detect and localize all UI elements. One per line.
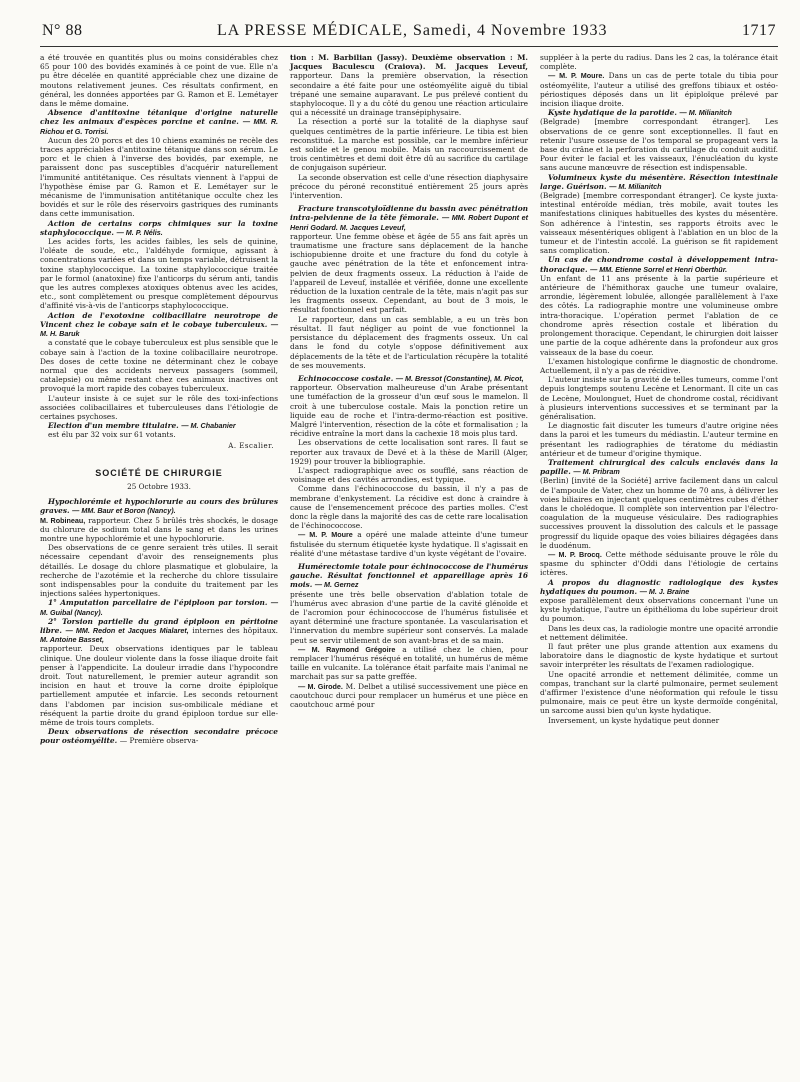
page-number: 1717 [742, 22, 776, 39]
paragraph-text: Dans un cas de perte totale du tibia pour ostéomyélite, l'auteur a utilisé des greffons tibiaux et ostéo-périostiques déposés dans un lit épiploïque prélevé par incision iliaque droite. [540, 71, 778, 109]
heading-authors: — MM. R. Richou et G. Torrisi. [40, 117, 279, 136]
article-heading [40, 108, 278, 136]
article-heading [540, 578, 778, 596]
paragraph: La seconde observation est celle d'une résection diaphysaire précoce du péroné reconstitué entièrement 25 jours après l'intervention. [290, 172, 528, 201]
paragraph: La résection a porté sur la totalité de la diaphyse sauf quelques centimètres de la partie inférieure. Le tibia est bien reconstitué. La marche est possible, car le membre inférieur est solide et le genou mobile. Mais un raccourcissement de trois centimètres et demi doit être dû au sacrifice du cartilage de conjugaison supérieur. [290, 117, 528, 173]
paragraph [290, 530, 528, 558]
heading-authors: — M. P. Nélis. [116, 227, 163, 237]
paragraph: rapporteur. Une femme obèse et âgée de 55 ans fait après un traumatisme une fracture sans déplacement de la hanche ischiopubienne droite et une fracture du fond du cotyle à gauche avec pénétration de la tête et enfoncement intra-pelvien de deux fragments osseux. La réduction à l'aide de l'appareil de Leveuf, installée et vérifiée, donne une excellente réduction de la luxation centrale de la tête, mais n'agit pas sur les fragments osseux. Cependant, au bout de 3 mois, le résultat fonctionnel est parfait. [290, 231, 528, 315]
paragraph: Le rapporteur, dans un cas semblable, a eu un très bon résultat. Il faut négliger au point de vue fonctionnel la persistance du déplacement des fragments osseux. Un cal dans le fond du cotyle s'oppose définitivement aux déplacements de la tête et de l'articulation récupère la totalité de ses mouvements. [290, 314, 528, 370]
article-columns [40, 53, 778, 746]
paragraph: Une opacité arrondie et nettement délimitée, comme un compas, tranchant sur la clarté pulmonaire, permet seulement d'affirmer l'existence d'une néoformation qui refoule le tissu pulmonaire, mais ce peut être un kyste dermoïde congénital, un sarcome aussi bien qu'un kyste hydatique. [540, 669, 778, 716]
reporter-name: M. Robineau, [40, 515, 86, 525]
heading-title: 2° Torsion partielle du grand épiploon en péritoine libre. [40, 616, 278, 635]
paragraph: présente une très belle observation d'ablation totale de l'humérus avec abrasion d'une partie de la cavité glénoïde et de l'acromion pour échinococcose de l'humérus fistulisée et ayant déterminé une fracture spontanée. La vascularisation et l'innervation du membre supérieur sont conservés. La malade peut se servir utilement de son avant-bras et de sa main. [290, 589, 528, 645]
paragraph-text: rapporteur. Dans la première observation, la résection secondaire a été faite pour une ostéomyélite aiguë du tibial trépané une semaine auparavant. Le pus prélevé contient du staphylocoque. Il y a du côté du genou une réaction articulaire qui a nécessité un drainage transépiphysaire. [290, 71, 528, 118]
heading-authors: — M. Guibal (Nancy). [40, 598, 279, 617]
article-heading [40, 497, 278, 515]
paragraph-text: M. Delbet a utilisé successivement une pièce en caoutchouc durci pour remplacer un humérus et une pièce en caoutchouc armé pour [290, 681, 528, 710]
heading-authors: — MM. Robert Dupont et Henri Godard. M. Jacques Leveuf, [290, 213, 528, 232]
heading-title: Humérectomie totale pour échinococcose de l'humérus gauche. Résultat fonctionnel et appareillage après 16 mois. [290, 561, 528, 590]
paragraph: Inversement, un kyste hydatique peut donner [548, 715, 720, 725]
paragraph [540, 550, 778, 578]
section-title: SOCIÉTÉ DE CHIRURGIE [95, 467, 223, 478]
heading-title: Action de l'exotoxine colibacillaire neurotrope de Vincent chez le cobaye sain et le cobaye tuberculeux. [40, 310, 278, 329]
heading-authors: — M. Bressot (Constantine), M. Picot, [395, 373, 524, 383]
heading-authors: — M. H. Baruk [40, 319, 279, 339]
author-name: — M. P. Moure [298, 530, 353, 540]
author-name: — M. Girode. [298, 681, 343, 691]
article-heading [290, 562, 528, 590]
article-heading [540, 173, 778, 191]
heading-title: Election d'un membre titulaire. [48, 421, 179, 431]
article-heading [40, 311, 278, 339]
paragraph [290, 53, 528, 117]
heading-authors: — M. Pribram [573, 467, 620, 477]
paragraph: (Belgrade) [membre correspondant étranger]. Les observations de ce genre sont exceptionnelles. Il faut en retenir l'usure osseuse de l'os temporal se propageant vers la base du crâne et la perforation du cartilage du conduit auditif. Pour éviter le facial et les vaisseaux, l'énucléation du kyste sans aucune manœuvre de résection est indispensable. [540, 117, 778, 173]
header-rule [40, 46, 778, 47]
paragraph [40, 516, 278, 544]
heading-authors: — MM. Baur et Boron (Nancy). [72, 506, 176, 516]
heading-title: Fracture transcotyloïdienne du bassin avec pénétration intra-pelvienne de la tête fémorale. [290, 204, 528, 223]
paragraph: L'aspect radiographique avec os soufflé, sans réaction de voisinage et des cavités arrondies, est typique. [290, 465, 528, 485]
paragraph: Les observations de cette localisation sont rares. Il faut se reporter aux travaux de Devé et à la thèse de Marill (Alger, 1929) pour trouver la bibliographie. [290, 438, 528, 466]
issue-number: N° 88 [42, 22, 83, 39]
paragraph-text: a utilisé chez le chien, pour remplacer l'humérus réséqué en totalité, un humérus de même taille en vulcanite. La tolérance était parfaite mais l'animal ne marchait pas sur sa patte greffée. [290, 644, 528, 682]
heading-authors: — M. J. Braine [639, 586, 690, 596]
author-name: — M. P. Moure. [548, 71, 605, 81]
paragraph: (Belgrade) [membre correspondant étranger]. Ce kyste juxta-intestinal entéroïde médian, très mobile, avait toutes les manifestations cliniques habituelles des kystes du mésentère. Son adhérence à l'intestin, ses rapports étroits avec le vaisseaux mésentériques obligent à l'ablation en un bloc de la tumeur et de l'intestin accolé. La guérison se fit rapidement sans complication. [540, 191, 778, 256]
heading-authors: — MM. Redon et Jacques Mialaret, [65, 625, 189, 635]
heading-title: Deux observations de résection secondaire précoce pour ostéomyélite. [40, 727, 278, 746]
article-heading [40, 617, 278, 645]
heading-authors: — M. Chabanier [181, 421, 236, 431]
heading-affiliation: internes des hôpitaux. [192, 625, 278, 635]
paragraph: Aucun des 20 porcs et des 10 chiens examinés ne recèle des traces appréciables d'antitoxine tétanique dans son sérum. Le porc et le chien à l'inverse des bovidés, par exemple, ne paraissent donc pas susceptibles d'acquérir naturellement l'immunité antitétanique. Ces résultats viennent à l'appui de l'hypothèse émise par G. Ramon et E. Lemétayer sur le mécanisme de l'immunisation antitétanique occulte chez les bovidés et sur le rôle des réservoirs gastriques des ruminants dans cette immunisation. [40, 135, 278, 219]
article-heading [540, 255, 778, 273]
heading-title: Action de certains corps chimiques sur la toxine staphylococcique. [40, 218, 278, 237]
paragraph: L'auteur insiste sur la gravité de telles tumeurs, comme l'ont depuis longtemps soutenu Lecène et Lenormant. Il cite un cas de Lecène, Moulonguet, Huet de chondrome costal, récidivant à plusieurs interventions successives et se terminant par la généralisation. [540, 375, 778, 421]
paragraph: a constaté que le cobaye tuberculeux est plus sensible que le cobaye sain à l'action de la toxine colibacillaire neurotrope. Des doses de cette toxine ne déterminant chez le cobaye normal que des accidents nerveux passagers (sommeil, catalepsie) ou même restant chez ces animaux inactives ont provoqué la mort rapide des cobayes tuberculeux. [40, 338, 278, 394]
paragraph: Il faut prêter une plus grande attention aux examens du laboratoire dans le diagnostic de kyste hydatique et surtout savoir interpréter les résultats de l'examen radiologique. [540, 642, 778, 670]
article-heading [40, 219, 278, 237]
article-heading [290, 374, 528, 383]
paragraph: Des observations de ce genre seraient très utiles. Il serait nécessaire cependant d'avoir des renseignements plus détaillés. Le dosage du chlore plasmatique et globulaire, la recherche de l'azotémie et la recherche du chlore tissulaire sont indispensables pour la conduite du traitement par les injections salées hypertoniques. [40, 543, 278, 599]
paragraph: Un enfant de 11 ans présente à la partie supérieure et antérieure de l'hémithorax gauche une tumeur ovalaire, arrondie, légèrement lobulée, allongée parallèlement à l'axe des côtés. La radiographie montre une volumineuse ombre intra-thoracique. L'opération permet l'ablation de ce chondrome après résection costale et libération du prolongement thoracique. Cependant, le chirurgien doit laisser une partie de la coque adhérente dans la profondeur aux gros vaisseaux de la base du coeur. [540, 273, 778, 357]
article-heading [540, 458, 778, 476]
journal-title: LA PRESSE MÉDICALE, Samedi, 4 Novembre 1933 [216, 22, 608, 39]
author-name: — M. P. Brocq. [548, 549, 602, 559]
paragraph: L'examen histologique confirme le diagnostic de chondrome. Actuellement, il n'y a pas de récidive. [540, 356, 778, 375]
heading-title: 1° Amputation parcellaire de l'épiploon par torsion. [48, 598, 268, 608]
author-name: — M. Raymond Grégoire [298, 644, 396, 654]
paragraph: (Berlin) [invité de la Société] arrive facilement dans un calcul de l'ampoule de Vater, chez un homme de 70 ans, à délivrer les voies biliaires en injectant quelques centimètres cubes d'éther dans le cholédoque. Il complète son intervention par l'électro-coagulation de la muqueuse vésiculaire. Des radiographies successives prouvent la dissolution des calculs et le passage progressif du liquide opaque des voies biliaires dégagées dans le duodénum. [540, 476, 778, 550]
paragraph [540, 71, 778, 108]
paragraph [290, 682, 528, 710]
section-date: 25 Octobre 1933. [127, 481, 191, 491]
heading-title: Traitement chirurgical des calculs enclavés dans la papille. [540, 457, 778, 477]
heading-title: Kyste hydatique de la parotide. [548, 108, 677, 118]
reporter-name: M. Antoine Basset, [40, 635, 105, 645]
heading-title: Volumineux kyste du mésentère. Résection intestinale large. Guérison. [540, 172, 778, 191]
column-2 [290, 53, 528, 746]
paragraph: expose parallèlement deux observations concernant l'une un kyste hydatique, l'autre un épithélioma du lobe supérieur droit du poumon. [540, 595, 778, 624]
paragraph-text: a opéré une malade atteinte d'une tumeur fistulisée du sternum étiquetée kyste hydatique. Il s'agissait en réalité d'une métastase tardive d'un kyste végétant de l'ovaire. [290, 530, 528, 558]
heading-authors: — M. Gernez [314, 580, 359, 590]
paragraph: a été trouvée en quantités plus ou moins considérables chez 65 pour 100 des bovidés examinés à ce point de vue. Elle n'a pu être décelée en quantité appréciable chez une dizaine de moutons relativement jeunes. Ces résultats confirment, en général, les données apportées par G. Ramon et E. Lemétayer dans le même domaine. [40, 53, 278, 109]
paragraph: Le diagnostic fait discuter les tumeurs d'autre origine nées dans la paroi et les tumeurs du médiastin. L'auteur termine en présentant les radiographies de tératome du médiastin antérieur et de tumeur d'origine thymique. [540, 421, 778, 458]
paragraph: suppléer à la perte du radius. Dans les 2 cas, la tolérance était complète. [540, 53, 778, 72]
paragraph: Dans les deux cas, la radiologie montre une opacité arrondie et nettement délimitée. [540, 623, 778, 642]
heading-title: Absence d'antitoxine tétanique d'origine naturelle chez les animaux d'espèces porcine et canine. [40, 108, 278, 127]
paragraph: Comme dans l'échinococcose du bassin, il n'y a pas de membrane d'enkystement. La récidive est donc à craindre à cause de l'ensemencement précoce des parties molles. C'est donc la règle dans la majorité des cas de cette rare localisation de l'échinococcose. [290, 484, 528, 531]
column-1 [40, 53, 278, 746]
article-heading [540, 108, 778, 117]
heading-authors: — M. Milianitch [609, 181, 662, 191]
paragraph: est élu par 32 voix sur 61 votants. [48, 430, 176, 440]
heading-authors: — MM. Etienne Sorrel et Henri Oberthür. [590, 264, 728, 274]
heading-title: A propos du diagnostic radiologique des kystes hydatiques du poumon. [540, 577, 778, 596]
heading-continuation: — Première observa- [119, 736, 199, 746]
paragraph: rapporteur. Deux observations identiques par le tableau clinique. Une douleur violente dans la fosse iliaque droite fait penser à l'appendicite. La douleur irradie dans l'hypocondre droit. Tout naturellement, le premier auteur agrandit son incision en haut et trouve la corne droite épiploïque partiellement amputée et infarcie. Les seconds retournent dans l'abdomen par incision sus-ombilicale médiane et réséquent la partie droite du grand épiploon tordue sur elle-même de trois tours complets. [40, 644, 278, 728]
signature: A. Escalier. [228, 441, 274, 450]
article-heading [40, 727, 278, 745]
paragraph: Les acides forts, les acides faibles, les sels de quinine, l'oléate de soude, etc., l'aldéhyde formique, agissant à concentrations variées et dans un temps variable, détruisent la toxine staphylococcique. La toxine staphylococcique traitée par le formol (anatoxine) fixe l'anticorps du sérum anti, tandis que les autres complexes atoxiques obtenus avec les acides, etc., sont complètement ou presque complètement dépourvus d'affinité vis-à-vis de l'anticorps staphylococcique. [40, 237, 278, 311]
heading-title: Un cas de chondrome costal à développement intra-thoracique. [540, 255, 778, 274]
paragraph: rapporteur. Observation malheureuse d'un Arabe présentant une tuméfaction de la grosseur d'un œuf sous le mamelon. Il croit à une tuberculose costale. Mais la ponction retire un liquide eau de roche et l'intra-dermo-réaction est positive. Malgré l'intervention, résection de la côte et formalisation ; la récidive entraîne la mort dans la cachexie 18 mois plus tard. [290, 383, 528, 439]
article-heading [40, 598, 278, 616]
heading-title: Echinococcose costale. [298, 373, 394, 383]
heading-authors: — M. Milianitch [679, 108, 732, 118]
paragraph: L'auteur insiste à ce sujet sur le rôle des toxi-infections associées colibacillaires et tuberculeuses dans l'étiologie de certaines psychoses. [40, 393, 278, 421]
paragraph-text: Cette méthode séduisante prouve le rôle du spasme du sphincter d'Oddi dans l'étiologie de certains ictères. [540, 549, 778, 578]
column-3 [540, 53, 778, 746]
paragraph-authors: tion : M. Barbilian (Jassy). Deuxième observation : M. Jacques Baculescu (Craiova). M. Jacques Leveuf, [290, 53, 528, 72]
paragraph [290, 645, 528, 682]
paragraph-text: rapporteur. Chez 5 brûlés très shockés, le dosage du chlorure de sodium total dans le sang et dans les urines montre une hypochlorémie et une hypochlorurie. [40, 515, 278, 543]
masthead [40, 22, 778, 44]
article-heading [290, 204, 528, 232]
article-heading [40, 421, 278, 430]
heading-title: Hypochlorémie et hypochlorurie au cours des brûlures graves. [40, 497, 278, 516]
